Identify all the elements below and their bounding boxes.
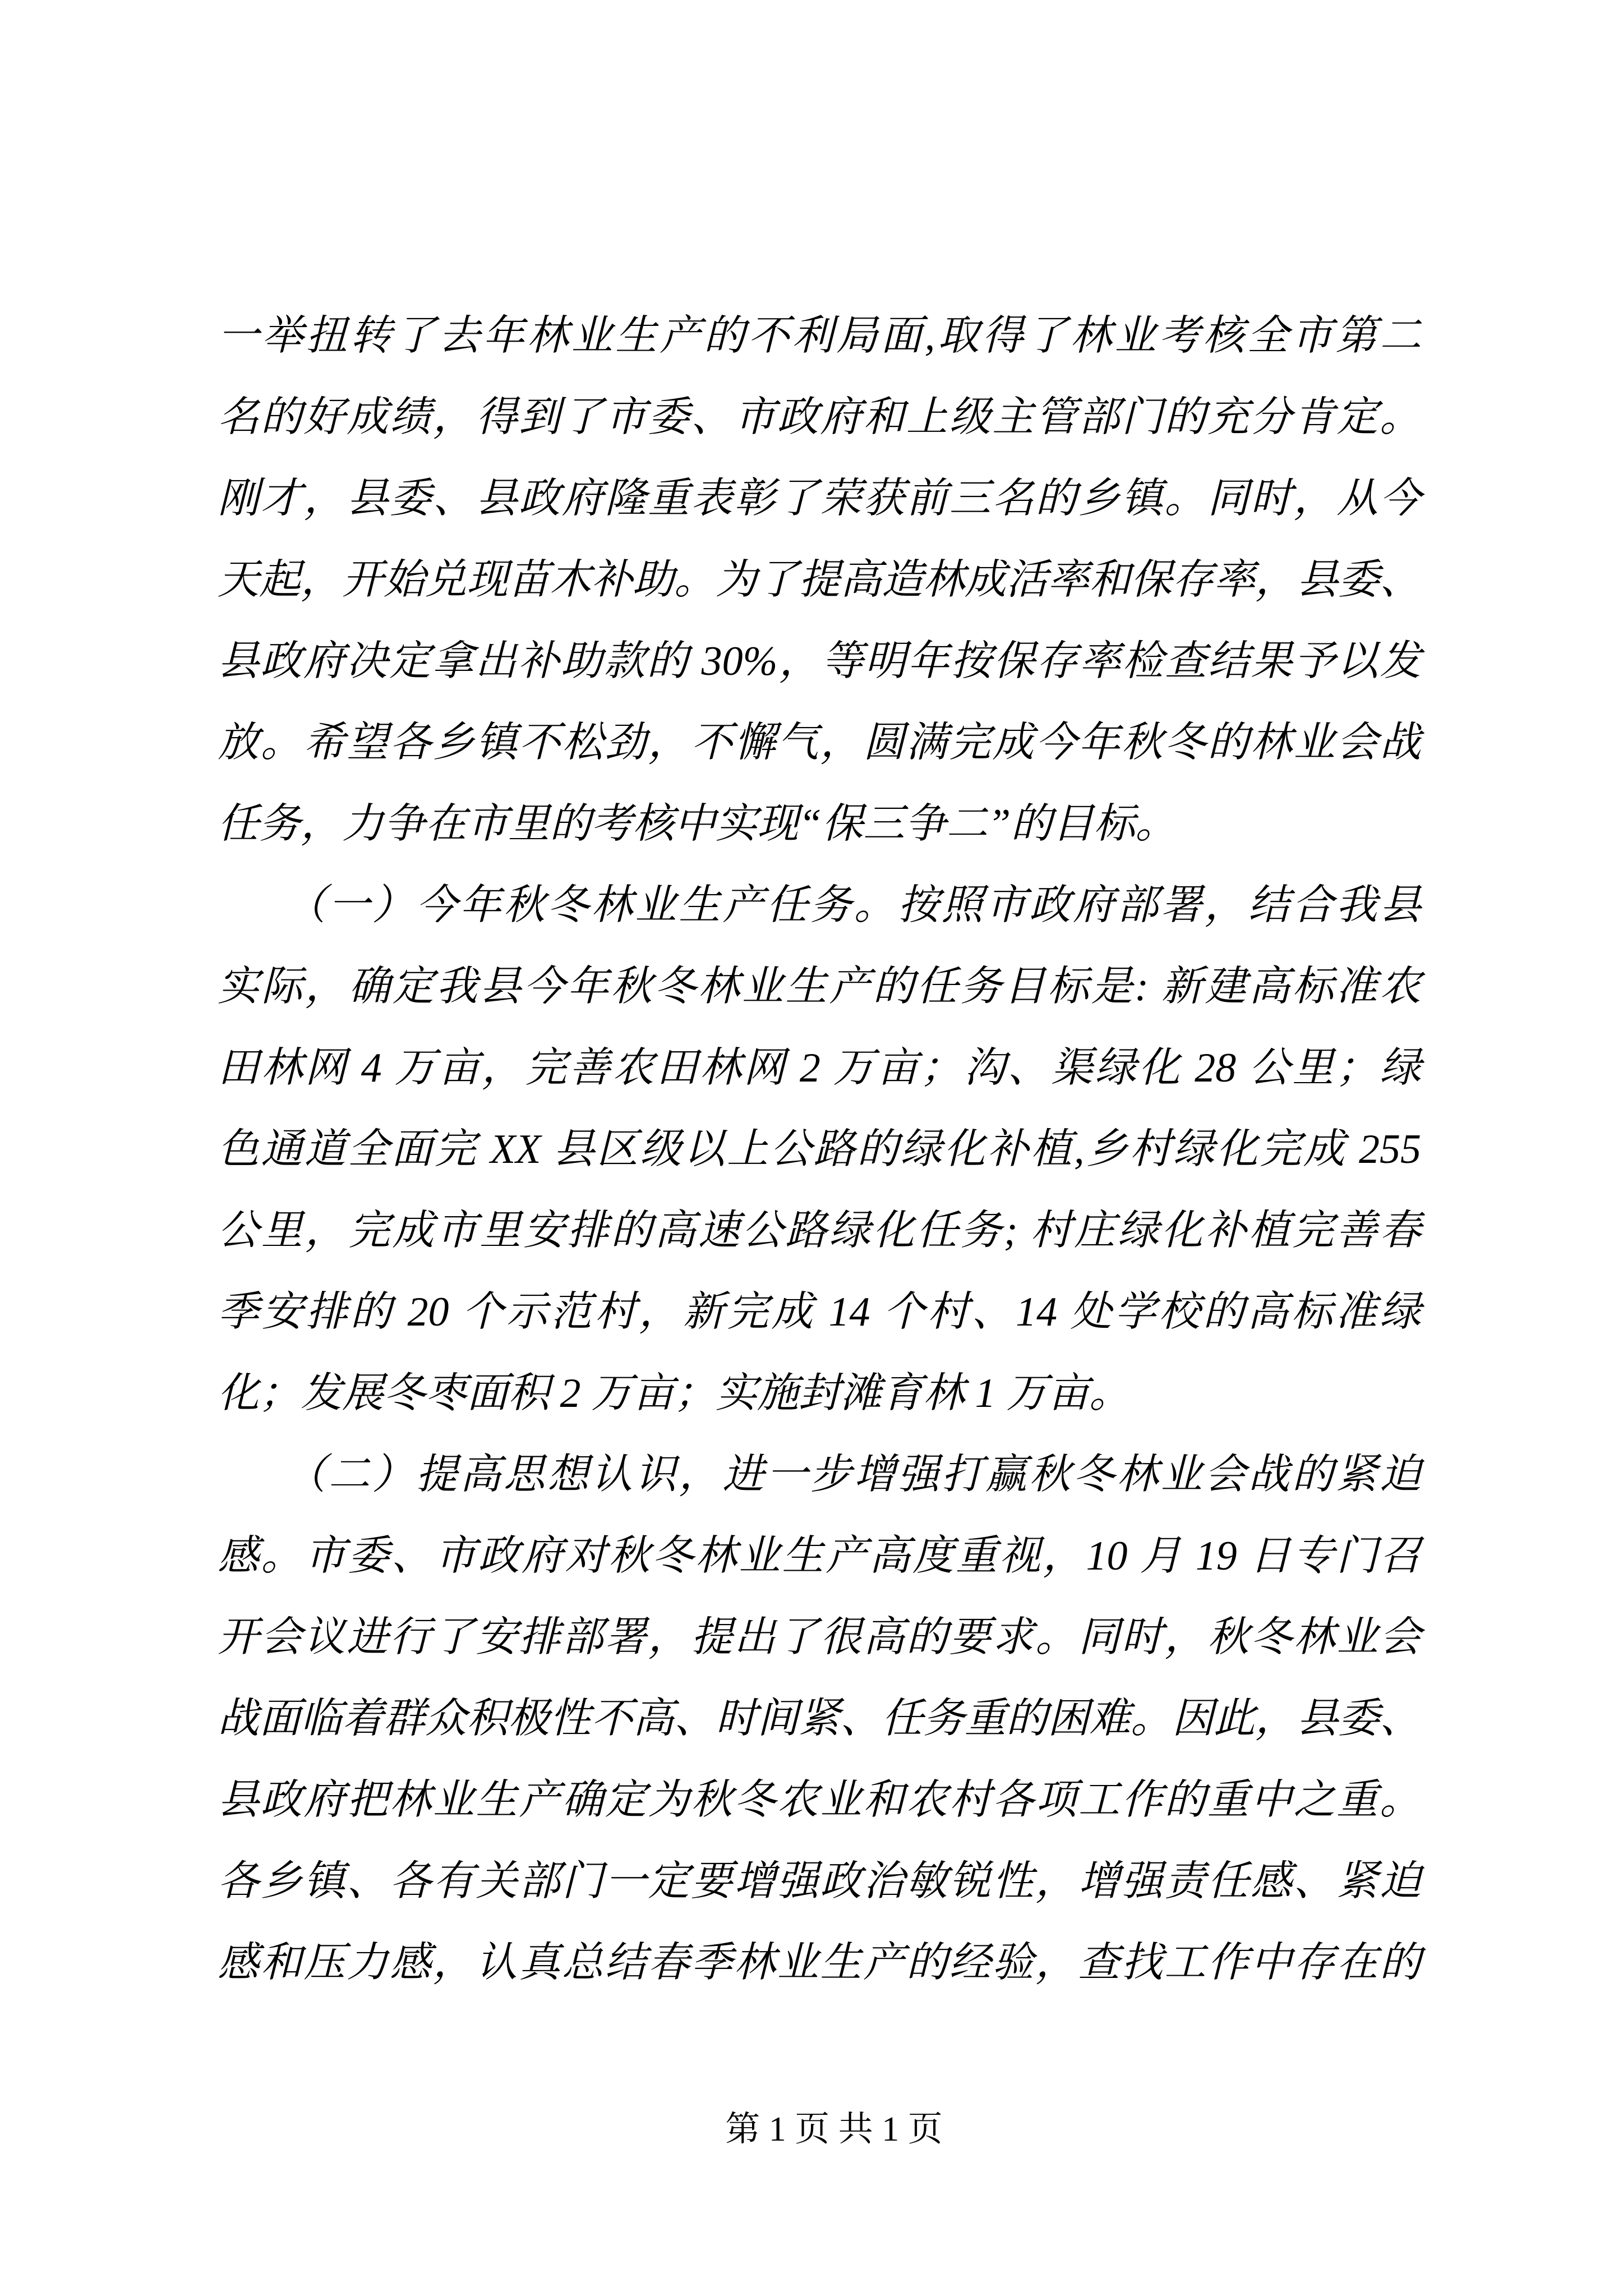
text-line-paragraph-start: （一）今年秋冬林业生产任务。按照市政府部署，结合我县 bbox=[218, 882, 1421, 928]
text-line: 放。希望各乡镇不松劲，不懈气，圆满完成今年秋冬的林业会战 bbox=[218, 720, 1421, 766]
text-line: 各乡镇、各有关部门一定要增强政治敏锐性，增强责任感、紧迫 bbox=[218, 1858, 1421, 1904]
text-line: 天起，开始兑现苗木补助。为了提高造林成活率和保存率，县委、 bbox=[218, 557, 1421, 603]
text-line-paragraph-start: （二）提高思想认识，进一步增强打赢秋冬林业会战的紧迫 bbox=[218, 1452, 1421, 1498]
text-line: 色通道全面完 XX 县区级以上公路的绿化补植,乡村绿化完成 255 bbox=[218, 1126, 1421, 1172]
text-line: 实际，确定我县今年秋冬林业生产的任务目标是: 新建高标准农 bbox=[218, 964, 1421, 1010]
text-line: 开会议进行了安排部署，提出了很高的要求。同时，秋冬林业会 bbox=[218, 1614, 1421, 1660]
text-line: 名的好成绩，得到了市委、市政府和上级主管部门的充分肯定。 bbox=[218, 394, 1421, 440]
text-line: 县政府决定拿出补助款的 30%，等明年按保存率检查结果予以发 bbox=[218, 638, 1421, 684]
document-body bbox=[218, 296, 1421, 2004]
text-line: 化；发展冬枣面积 2 万亩；实施封滩育林 1 万亩。 bbox=[218, 1370, 1131, 1416]
text-line: 刚才，县委、县政府隆重表彰了荣获前三名的乡镇。同时，从今 bbox=[218, 476, 1421, 522]
text-line: 战面临着群众积极性不高、时间紧、任务重的困难。因此，县委、 bbox=[218, 1696, 1421, 1742]
text-line: 县政府把林业生产确定为秋冬农业和农村各项工作的重中之重。 bbox=[218, 1777, 1421, 1823]
text-line: 一举扭转了去年林业生产的不利局面,取得了林业考核全市第二 bbox=[218, 313, 1421, 359]
page-footer: 第 1 页 共 1 页 bbox=[725, 2110, 943, 2148]
text-line: 感。市委、市政府对秋冬林业生产高度重视，10 月 19 日专门召 bbox=[218, 1533, 1421, 1579]
text-line: 田林网 4 万亩，完善农田林网 2 万亩；沟、渠绿化 28 公里；绿 bbox=[218, 1045, 1421, 1091]
text-line: 公里，完成市里安排的高速公路绿化任务; 村庄绿化补植完善春 bbox=[218, 1208, 1421, 1254]
text-line: 任务，力争在市里的考核中实现“保三争二”的目标。 bbox=[218, 801, 1177, 847]
text-line: 季安排的 20 个示范村，新完成 14 个村、14 处学校的高标准绿 bbox=[218, 1289, 1421, 1335]
text-line: 感和压力感，认真总结春季林业生产的经验，查找工作中存在的 bbox=[218, 1940, 1421, 1986]
